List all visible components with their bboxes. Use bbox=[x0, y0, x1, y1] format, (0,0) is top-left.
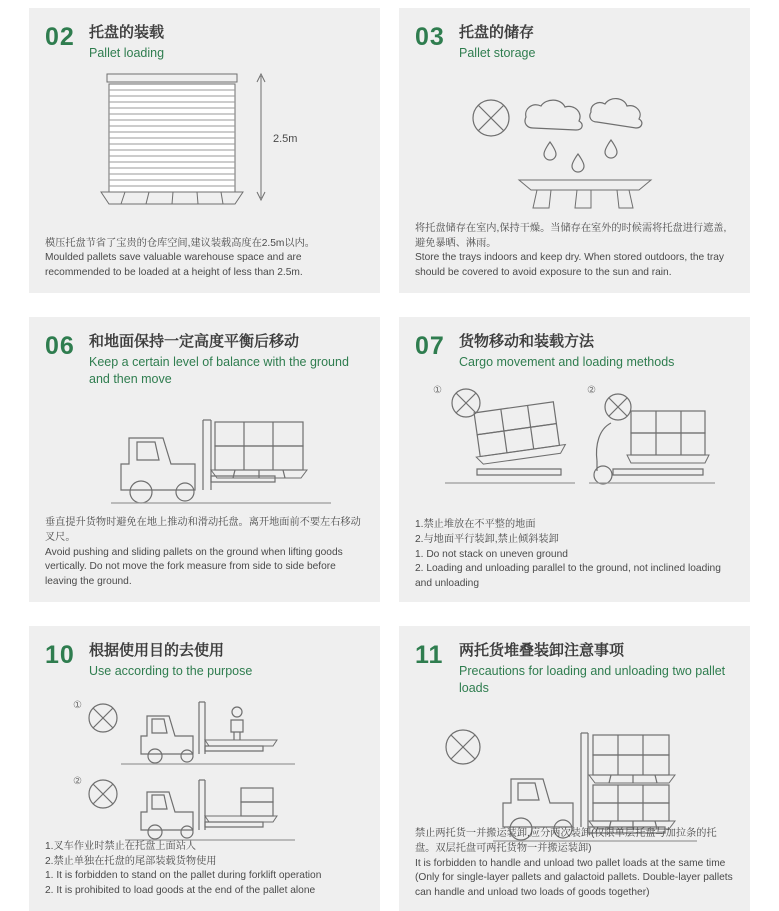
caption-en-2: 2. Loading and unloading parallel to the ground, not inclined loading and unloading bbox=[415, 563, 721, 590]
card-title-cn: 货物移动和装载方法 bbox=[459, 333, 595, 350]
card-title-en: Pallet storage bbox=[459, 45, 536, 60]
card-caption bbox=[45, 237, 366, 281]
illustration-pallet-storage bbox=[415, 68, 734, 218]
card-titles bbox=[89, 333, 364, 388]
card-pallet-storage bbox=[399, 8, 750, 293]
card-title-cn: 和地面保持一定高度平衡后移动 bbox=[89, 333, 300, 350]
card-number: 03 bbox=[415, 23, 445, 51]
caption-en: Store the trays indoors and keep dry. When stored outdoors, the tray should be covered to avoid exposure to the sun and rain. bbox=[415, 252, 724, 279]
caption-en-2: 2. It is prohibited to load goods at the end of the pallet alone bbox=[45, 885, 316, 897]
card-titles bbox=[459, 24, 535, 62]
card-title-cn: 托盘的储存 bbox=[459, 24, 535, 41]
card-caption bbox=[415, 518, 736, 592]
card-number: 06 bbox=[45, 332, 75, 360]
marker-2: ② bbox=[587, 384, 596, 396]
card-header bbox=[415, 642, 734, 697]
card-title-cn: 根据使用目的去使用 bbox=[89, 642, 225, 659]
caption-cn-1: 1.叉车作业时禁止在托盘上面站人 bbox=[45, 840, 197, 852]
dimension-label: 2.5m bbox=[273, 132, 298, 145]
caption-en: Avoid pushing and sliding pallets on the ground when lifting goods vertically. Do not move the fork measure from side to side before leaving the ground. bbox=[45, 546, 343, 588]
card-number: 10 bbox=[45, 641, 75, 669]
illustration-forklift-balance bbox=[45, 390, 364, 520]
card-balance-with-ground bbox=[29, 317, 380, 602]
card-title-en: Pallet loading bbox=[89, 45, 165, 60]
card-two-pallet-loads bbox=[399, 626, 750, 911]
caption-cn: 禁止两托货一并搬运装卸,应分两次装卸(仅限单层托盘与加拉条的托盘。双层托盘可两托货物一并搬运装卸) bbox=[415, 828, 717, 854]
card-number: 02 bbox=[45, 23, 75, 51]
caption-en: Moulded pallets save valuable warehouse space and are recommended to be loaded at a height of less than 2.5m. bbox=[45, 252, 303, 279]
caption-cn-2: 2.与地面平行装卸,禁止倾斜装卸 bbox=[415, 533, 559, 545]
card-cargo-movement bbox=[399, 317, 750, 602]
caption-cn-2: 2.禁止单独在托盘的尾部装载货物使用 bbox=[45, 855, 217, 867]
card-titles bbox=[459, 642, 734, 697]
card-title-cn: 两托货堆叠装卸注意事项 bbox=[459, 642, 625, 659]
card-number: 07 bbox=[415, 332, 445, 360]
marker-1: ① bbox=[433, 384, 442, 396]
card-title-en: Cargo movement and loading methods bbox=[459, 354, 675, 369]
marker-1: ① bbox=[73, 699, 82, 711]
card-title-cn: 托盘的装载 bbox=[89, 24, 165, 41]
card-titles bbox=[459, 333, 674, 371]
card-header bbox=[415, 333, 734, 371]
illustration-pallet-loading bbox=[45, 68, 364, 218]
prohibition-icon-right bbox=[605, 394, 631, 420]
card-titles bbox=[89, 642, 252, 680]
caption-cn: 将托盘储存在室内,保持干燥。当储存在室外的时候需将托盘进行遮盖,避免暴晒、淋雨。 bbox=[415, 222, 727, 249]
card-title-en: Keep a certain level of balance with the ground and then move bbox=[89, 354, 349, 386]
card-pallet-loading bbox=[29, 8, 380, 293]
prohibition-icon bbox=[473, 100, 509, 136]
prohibition-icon-1 bbox=[89, 704, 117, 732]
card-number: 11 bbox=[415, 641, 444, 669]
caption-en-1: 1. It is forbidden to stand on the pallet during forklift operation bbox=[45, 870, 322, 882]
card-titles bbox=[89, 24, 164, 62]
card-title-en: Use according to the purpose bbox=[89, 663, 253, 678]
caption-cn-1: 1.禁止堆放在不平整的地面 bbox=[415, 519, 536, 531]
caption-en-1: 1. Do not stack on uneven ground bbox=[415, 548, 568, 560]
card-caption bbox=[415, 827, 736, 901]
card-title-en: Precautions for loading and unloading two pallet loads bbox=[459, 663, 726, 695]
card-use-according-purpose bbox=[29, 626, 380, 911]
card-caption bbox=[45, 516, 366, 590]
caption-cn: 模压托盘节省了宝贵的仓库空间,建议装载高度在2.5m以内。 bbox=[45, 237, 315, 249]
illustration-forklift-misuse bbox=[45, 688, 364, 843]
card-header bbox=[415, 24, 734, 62]
prohibition-icon bbox=[446, 730, 480, 764]
marker-2: ② bbox=[73, 775, 82, 787]
prohibition-icon-2 bbox=[89, 780, 117, 808]
card-header bbox=[45, 333, 364, 388]
illustration-cargo-movement bbox=[415, 375, 734, 515]
card-header bbox=[45, 642, 364, 680]
card-caption bbox=[45, 840, 366, 899]
caption-cn: 垂直提升货物时避免在地上推动和滑动托盘。离开地面前不要左右移动叉尺。 bbox=[45, 517, 361, 543]
card-header bbox=[45, 24, 364, 62]
card-caption bbox=[415, 222, 736, 281]
caption-en: It is forbidden to handle and unload two pallet loads at the same time (Only for single-layer pallets and galactoid pallets. Double-layer pallets can handle and unload two loads of goods together) bbox=[415, 857, 733, 899]
